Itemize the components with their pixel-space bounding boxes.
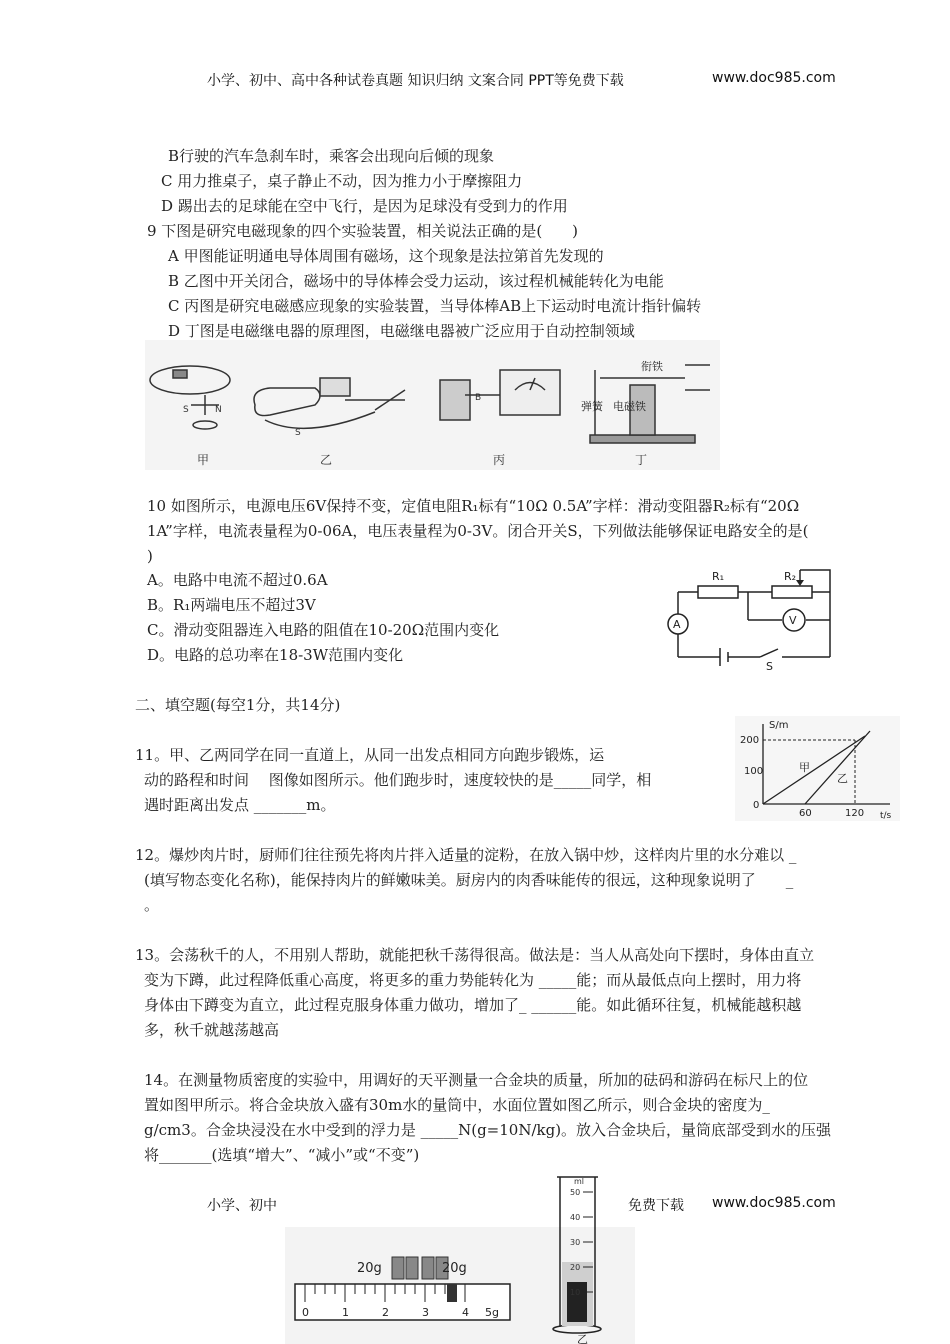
svg-text:S: S [183, 405, 189, 415]
q11-line-3: 遇时距离出发点 _______m。 [144, 796, 336, 814]
footer-url[interactable]: www.doc985.com [712, 1195, 836, 1211]
svg-text:S: S [295, 428, 301, 438]
header-url[interactable]: www.doc985.com [712, 70, 836, 86]
cylinder-tick-30: 30 [570, 1238, 581, 1247]
q9-stem: 9 下图是研究电磁现象的四个实验装置，相关说法正确的是( ) [147, 222, 579, 240]
q10-circuit [660, 562, 840, 672]
q11-line-1: 11。甲、乙两同学在同一直道上，从同一出发点相同方向跑步锻炼，运 [135, 746, 605, 764]
label-r2: R₂ [784, 570, 797, 583]
graph-series-jia: 甲 [799, 761, 810, 774]
section2-title: 二、填空题(每空1分，共14分) [135, 696, 341, 714]
q10-stem-2: 1A”字样，电流表量程为0-06A，电压表量程为0-3V。闭合开关S，下列做法能够保证电路安全的是( [147, 522, 809, 540]
q8-option-d: D 踢出去的足球能在空中飞行，是因为足球没有受到力的作用 [161, 197, 568, 215]
label-spring: 弹簧 [581, 400, 603, 413]
q10-stem-1: 10 如图所示，电源电压6V保持不变，定值电阻R₁标有“10Ω 0.5A”字样：滑动变阻器R₂标有“20Ω [147, 497, 800, 515]
scale-tick-3: 3 [422, 1306, 429, 1319]
header-title: 小学、初中、高中各种试卷真题 知识归纳 文案合同 PPT等免费下载 [207, 73, 624, 89]
q13-line-1: 13。会荡秋千的人，不用别人帮助，就能把秋千荡得很高。做法是：当人从高处向下摆时，身体由直立 [135, 946, 815, 964]
graph-xlabel: t/s [880, 811, 892, 821]
label-ammeter: A [673, 618, 681, 631]
caption-jia: 甲 [197, 453, 210, 467]
q10-option-d: D。电路的总功率在18-3W范围内变化 [147, 646, 404, 664]
q14-line-4: 将_______(选填“增大”、“减小”或“不变”) [144, 1146, 420, 1164]
scale-tick-1: 1 [342, 1306, 349, 1319]
scale-tick-4: 4 [462, 1306, 469, 1319]
q9-option-d: D 丁图是电磁继电器的原理图，电磁继电器被广泛应用于自动控制领域 [168, 322, 635, 340]
graph-ylabel: S/m [769, 720, 789, 731]
q14-line-2: 置如图甲所示。将合金块放入盛有30m水的量筒中，水面位置如图乙所示，则合金块的密度为_ [144, 1096, 770, 1114]
cylinder-tick-50: 50 [570, 1188, 581, 1197]
label-switch: S [766, 660, 773, 672]
q10-option-b: B。R₁两端电压不超过3V [147, 596, 316, 614]
graph-ytick-200: 200 [740, 735, 760, 746]
q10-option-c: C。滑动变阻器连入电路的阻值在10-20Ω范围内变化 [147, 621, 500, 639]
cylinder-tick-40: 40 [570, 1213, 581, 1222]
q12-line-3: 。 [144, 896, 160, 914]
q12-line-1: 12。爆炒肉片时，厨师们往往预先将肉片拌入适量的淀粉，在放入锅中炒，这样肉片里的水分难以 _ [135, 846, 797, 864]
caption-ding: 丁 [635, 453, 648, 467]
scale-tick-2: 2 [382, 1306, 389, 1319]
q14-figure [285, 1172, 635, 1344]
graph-ytick-0: 0 [753, 800, 760, 811]
footer-left: 小学、初中 [207, 1198, 277, 1214]
svg-text:N: N [215, 405, 222, 415]
graph-series-yi: 乙 [837, 772, 848, 785]
q10-stem-3: ) [147, 547, 153, 565]
q9-figure [145, 340, 720, 470]
label-r1: R₁ [712, 570, 725, 583]
q14-line-1: 14。在测量物质密度的实验中，用调好的天平测量一合金块的质量，所加的砝码和游码在标尺上的位 [144, 1071, 809, 1089]
footer-right: 免费下载 [628, 1198, 684, 1214]
q14-line-3: g/cm3。合金块浸没在水中受到的浮力是 _____N(g=10N/kg)。放入合金块后，量筒底部受到水的压强 [144, 1121, 832, 1139]
cylinder-unit: ml [574, 1177, 585, 1186]
cylinder-tick-20: 20 [570, 1263, 581, 1272]
q13-line-3: 身体由下蹲变为直立，此过程克服身体重力做功，增加了_ ______能。如此循环往复，机械能越积越 [144, 996, 802, 1014]
scale-tick-0: 0 [302, 1306, 309, 1319]
label-voltmeter: V [789, 614, 797, 627]
q13-line-4: 多，秋千就越荡越高 [144, 1021, 280, 1039]
mass-label-1: 20g [357, 1261, 382, 1276]
label-electromagnet: 电磁铁 [613, 400, 646, 413]
q11-graph [735, 716, 900, 821]
graph-xtick-120: 120 [845, 808, 865, 819]
caption-bing: 丙 [493, 453, 506, 467]
cylinder-caption: 乙 [577, 1333, 588, 1344]
q12-line-2: (填写物态变化名称)，能保持肉片的鲜嫩味美。厨房内的肉香味能传的很远，这种现象说明了 _ [144, 871, 794, 889]
q8-option-c: C 用力推桌子，桌子静止不动，因为推力小于摩擦阻力 [161, 172, 523, 190]
q9-option-b: B 乙图中开关闭合，磁场中的导体棒会受力运动，该过程机械能转化为电能 [168, 272, 664, 290]
scale-tick-5g: 5g [485, 1306, 499, 1319]
q11-line-2: 动的路程和时间 图像如图所示。他们跑步时，速度较快的是_____同学，相 [144, 771, 652, 789]
label-armature: 衔铁 [641, 360, 663, 373]
q13-line-2: 变为下蹲，此过程降低重心高度，将更多的重力势能转化为 _____能；而从最低点向上摆时，用力将 [144, 971, 802, 989]
cylinder-tick-10: 10 [570, 1288, 581, 1297]
q8-option-b: B行驶的汽车急刹车时，乘客会出现向后倾的现象 [168, 147, 495, 165]
graph-ytick-100: 100 [744, 766, 764, 777]
q10-option-a: A。电路中电流不超过0.6A [147, 571, 328, 589]
caption-yi: 乙 [320, 453, 333, 467]
mass-label-2: 20g [442, 1261, 467, 1276]
svg-text:B: B [475, 393, 482, 403]
q9-option-c: C 丙图是研究电磁感应现象的实验装置，当导体棒AB上下运动时电流计指针偏转 [168, 297, 702, 315]
graph-xtick-60: 60 [799, 808, 812, 819]
q9-option-a: A 甲图能证明通电导体周围有磁场，这个现象是法拉第首先发现的 [168, 247, 604, 265]
